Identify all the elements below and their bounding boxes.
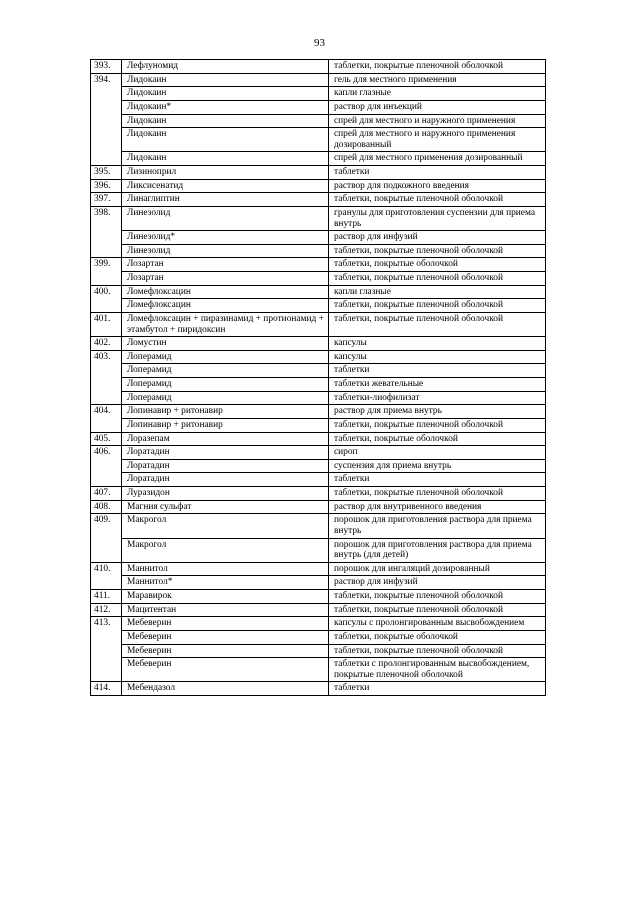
dosage-form: таблетки жевательные [329, 378, 546, 392]
drug-name: Макрогол [122, 538, 329, 562]
table-row [91, 60, 546, 74]
table-row [91, 562, 546, 576]
dosage-form: таблетки, покрытые пленочной оболочкой [329, 244, 546, 258]
dosage-form: таблетки, покрытые пленочной оболочкой [329, 312, 546, 336]
dosage-form: таблетки, покрытые пленочной оболочкой [329, 644, 546, 658]
drug-name: Лефлуномид [122, 60, 329, 74]
table-row [91, 152, 546, 166]
drug-name: Мебеверин [122, 644, 329, 658]
drug-name: Маннитол [122, 562, 329, 576]
dosage-form: таблетки, покрытые пленочной оболочкой [329, 272, 546, 286]
table-row [91, 179, 546, 193]
drug-name: Лоратадин [122, 459, 329, 473]
entry-number: 397. [91, 193, 122, 207]
table-row [91, 459, 546, 473]
drug-name: Линезолид [122, 206, 329, 230]
entry-number: 404. [91, 405, 122, 432]
entry-number: 401. [91, 312, 122, 336]
drug-name: Лоратадин [122, 473, 329, 487]
dosage-form: таблетки с пролонгированным высвобождением, покрытые пленочной оболочкой [329, 658, 546, 682]
table-row [91, 405, 546, 419]
table-row [91, 473, 546, 487]
table-row [91, 538, 546, 562]
drug-name: Магния сульфат [122, 500, 329, 514]
table-row [91, 87, 546, 101]
drug-name: Ломефлоксацин [122, 285, 329, 299]
table-row [91, 73, 546, 87]
entry-number: 414. [91, 682, 122, 696]
table-row [91, 658, 546, 682]
drug-name: Мебендазол [122, 682, 329, 696]
entry-number: 409. [91, 514, 122, 563]
page-number: 93 [314, 37, 325, 49]
table-row [91, 299, 546, 313]
drug-name: Линезолид* [122, 231, 329, 245]
drug-name: Лозартан [122, 258, 329, 272]
drug-name: Лидокаин [122, 73, 329, 87]
dosage-form: капли глазные [329, 87, 546, 101]
dosage-form: капсулы [329, 337, 546, 351]
dosage-form: таблетки [329, 473, 546, 487]
table-row [91, 446, 546, 460]
dosage-form: таблетки, покрытые пленочной оболочкой [329, 60, 546, 74]
drug-name: Лидокаин [122, 87, 329, 101]
table-row [91, 432, 546, 446]
drug-name: Лоперамид [122, 350, 329, 364]
drug-name: Лоперамид [122, 364, 329, 378]
drug-name: Ломефлоксацин + пиразинамид + протионамид + этамбутол + пиридоксин [122, 312, 329, 336]
entry-number: 411. [91, 590, 122, 604]
dosage-form: таблетки, покрытые пленочной оболочкой [329, 590, 546, 604]
dosage-form: раствор для инъекций [329, 100, 546, 114]
dosage-form: таблетки, покрытые оболочкой [329, 258, 546, 272]
drug-name: Линезолид [122, 244, 329, 258]
table-row [91, 312, 546, 336]
dosage-form: таблетки, покрытые пленочной оболочкой [329, 487, 546, 501]
table-row [91, 603, 546, 617]
table-row [91, 244, 546, 258]
drug-name: Макрогол [122, 514, 329, 538]
drug-name: Ломефлоксацин [122, 299, 329, 313]
drug-name: Ломустин [122, 337, 329, 351]
table-row [91, 166, 546, 180]
dosage-form: суспензия для приема внутрь [329, 459, 546, 473]
entry-number: 413. [91, 617, 122, 682]
drug-name: Мебеверин [122, 658, 329, 682]
table-row [91, 128, 546, 152]
dosage-form: раствор для внутривенного введения [329, 500, 546, 514]
table-row [91, 514, 546, 538]
drug-name: Лизиноприл [122, 166, 329, 180]
table-row [91, 114, 546, 128]
drug-name: Лоратадин [122, 446, 329, 460]
drug-name: Мацитентан [122, 603, 329, 617]
entry-number: 408. [91, 500, 122, 514]
entry-number: 405. [91, 432, 122, 446]
drug-name: Лоперамид [122, 378, 329, 392]
drug-name: Лидокаин [122, 128, 329, 152]
drug-name: Ликсисенатид [122, 179, 329, 193]
dosage-form: раствор для подкожного введения [329, 179, 546, 193]
dosage-form: таблетки [329, 682, 546, 696]
entry-number: 400. [91, 285, 122, 312]
table-row [91, 231, 546, 245]
dosage-form: капсулы [329, 350, 546, 364]
entry-number: 393. [91, 60, 122, 74]
entry-number: 403. [91, 350, 122, 405]
drug-name: Лопинавир + ритонавир [122, 418, 329, 432]
entry-number: 398. [91, 206, 122, 258]
table-row [91, 590, 546, 604]
dosage-form: таблетки, покрытые оболочкой [329, 630, 546, 644]
drug-name: Лидокаин [122, 152, 329, 166]
dosage-form: гель для местного применения [329, 73, 546, 87]
dosage-form: капсулы с пролонгированным высвобождением [329, 617, 546, 631]
table-row [91, 337, 546, 351]
table-row [91, 193, 546, 207]
dosage-form: раствор для инфузий [329, 231, 546, 245]
dosage-form: раствор для приема внутрь [329, 405, 546, 419]
table-row [91, 272, 546, 286]
drug-name: Мебеверин [122, 630, 329, 644]
dosage-form: таблетки, покрытые пленочной оболочкой [329, 418, 546, 432]
table-row [91, 487, 546, 501]
table-row [91, 682, 546, 696]
dosage-form: раствор для инфузий [329, 576, 546, 590]
table-row [91, 350, 546, 364]
dosage-form: спрей для местного и наружного применения [329, 114, 546, 128]
dosage-form: таблетки, покрытые оболочкой [329, 432, 546, 446]
table-row [91, 617, 546, 631]
entry-number: 399. [91, 258, 122, 285]
table-row [91, 644, 546, 658]
entry-number: 412. [91, 603, 122, 617]
table-row [91, 258, 546, 272]
drug-name: Лоперамид [122, 391, 329, 405]
dosage-form: сироп [329, 446, 546, 460]
drug-name: Линаглиптин [122, 193, 329, 207]
entry-number: 407. [91, 487, 122, 501]
drug-name: Лозартан [122, 272, 329, 286]
drug-name: Лопинавир + ритонавир [122, 405, 329, 419]
drug-name: Лоразепам [122, 432, 329, 446]
dosage-form: таблетки-лиофилизат [329, 391, 546, 405]
dosage-form: таблетки [329, 166, 546, 180]
table-row [91, 500, 546, 514]
drug-name: Маннитол* [122, 576, 329, 590]
table-row [91, 285, 546, 299]
dosage-form: таблетки [329, 364, 546, 378]
dosage-form: капли глазные [329, 285, 546, 299]
table-row [91, 418, 546, 432]
dosage-form: таблетки, покрытые пленочной оболочкой [329, 193, 546, 207]
drug-name: Маравирок [122, 590, 329, 604]
drug-name: Лидокаин* [122, 100, 329, 114]
entry-number: 406. [91, 446, 122, 487]
dosage-form: порошок для приготовления раствора для приема внутрь (для детей) [329, 538, 546, 562]
entry-number: 410. [91, 562, 122, 589]
dosage-form: гранулы для приготовления суспензии для приема внутрь [329, 206, 546, 230]
table-row [91, 364, 546, 378]
table-row [91, 100, 546, 114]
drug-name: Лидокаин [122, 114, 329, 128]
table-row [91, 206, 546, 230]
table-row [91, 576, 546, 590]
drug-list-table [90, 59, 546, 696]
entry-number: 395. [91, 166, 122, 180]
dosage-form: спрей для местного применения дозированный [329, 152, 546, 166]
drug-list-body [91, 60, 546, 696]
drug-name: Мебеверин [122, 617, 329, 631]
table-row [91, 378, 546, 392]
entry-number: 402. [91, 337, 122, 351]
dosage-form: спрей для местного и наружного применения дозированный [329, 128, 546, 152]
entry-number: 396. [91, 179, 122, 193]
entry-number: 394. [91, 73, 122, 165]
dosage-form: порошок для ингаляций дозированный [329, 562, 546, 576]
dosage-form: таблетки, покрытые пленочной оболочкой [329, 299, 546, 313]
table-row [91, 630, 546, 644]
dosage-form: таблетки, покрытые пленочной оболочкой [329, 603, 546, 617]
table-row [91, 391, 546, 405]
drug-name: Луразидон [122, 487, 329, 501]
dosage-form: порошок для приготовления раствора для приема внутрь [329, 514, 546, 538]
